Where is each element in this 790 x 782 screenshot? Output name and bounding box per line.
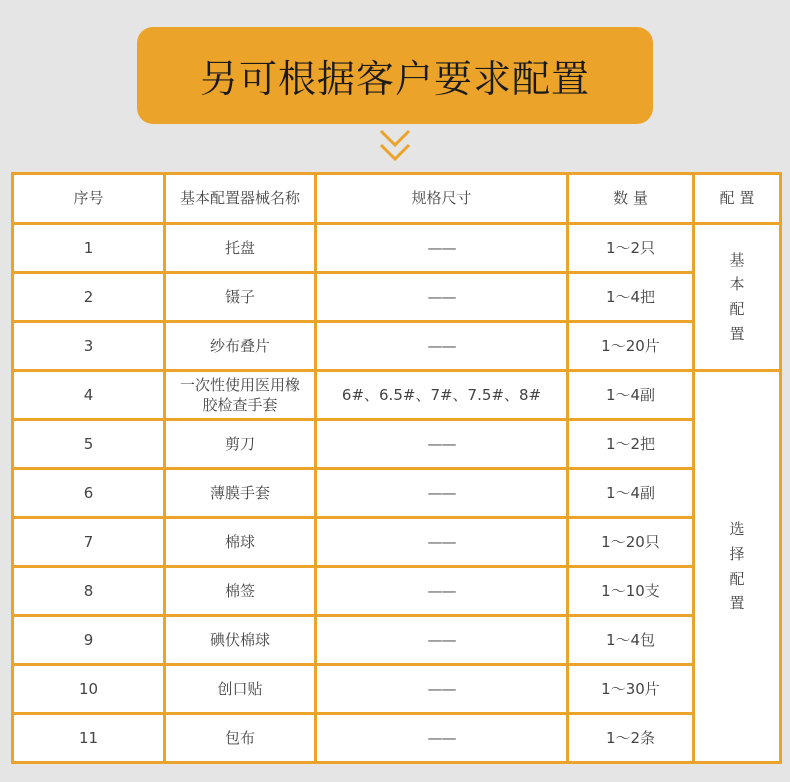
row-qty: 1～4副 [568,371,694,420]
table-row [13,714,781,763]
optional-config-char: 择 [729,544,745,563]
row-qty: 1～30片 [568,665,694,714]
row-qty: 1～2条 [568,714,694,763]
basic-config-cell [694,224,781,371]
row-no: 4 [13,371,165,420]
row-spec: —— [316,469,568,518]
table-row [13,469,781,518]
optional-config-cell [694,371,781,763]
row-spec: —— [316,273,568,322]
row-no: 8 [13,567,165,616]
row-no: 9 [13,616,165,665]
basic-config-char: 本 [729,275,745,294]
row-name: 镊子 [165,273,316,322]
row-no: 11 [13,714,165,763]
row-spec: —— [316,616,568,665]
table-row [13,665,781,714]
header-name: 基本配置器械名称 [165,174,316,224]
optional-config-char: 选 [729,520,745,538]
config-table-grid [11,172,782,764]
header-spec: 规格尺寸 [316,174,568,224]
basic-config-char: 置 [729,324,745,343]
row-no: 1 [13,224,165,273]
row-qty: 1～4副 [568,469,694,518]
row-spec: —— [316,224,568,273]
row-qty: 1～4把 [568,273,694,322]
banner-title: 另可根据客户要求配置 [199,57,590,101]
basic-config-char: 基 [729,250,745,269]
row-name: 创口贴 [165,665,316,714]
table-row [13,616,781,665]
row-no: 7 [13,518,165,567]
row-name: 棉签 [165,567,316,616]
row-name-line: 一次性使用医用橡 [179,375,300,394]
table-row [13,273,781,322]
row-spec: —— [316,322,568,371]
optional-config-char: 配 [729,569,745,588]
table-row [13,567,781,616]
table-row [13,518,781,567]
double-chevron-down-icon [379,128,411,164]
optional-config-char: 置 [729,594,745,613]
row-spec: —— [316,714,568,763]
row-name: 剪刀 [165,420,316,469]
table-row [13,371,781,420]
row-qty: 1～2只 [568,224,694,273]
row-name: 包布 [165,714,316,763]
title-banner [137,27,653,124]
header-config: 配 置 [694,174,781,224]
config-table [11,172,779,762]
header-no: 序号 [13,174,165,224]
row-qty: 1～20片 [568,322,694,371]
row-no: 6 [13,469,165,518]
row-qty: 1～20只 [568,518,694,567]
row-spec: —— [316,567,568,616]
row-name: 薄膜手套 [165,469,316,518]
row-qty: 1～4包 [568,616,694,665]
row-name: 托盘 [165,224,316,273]
row-spec: —— [316,420,568,469]
header-qty: 数 量 [568,174,694,224]
row-qty: 1～2把 [568,420,694,469]
row-name: 碘伏棉球 [165,616,316,665]
row-name: 棉球 [165,518,316,567]
row-spec: —— [316,665,568,714]
row-no: 3 [13,322,165,371]
row-qty: 1～10支 [568,567,694,616]
row-name [165,371,316,420]
row-name: 纱布叠片 [165,322,316,371]
table-header-row [13,174,781,224]
row-spec: 6#、6.5#、7#、7.5#、8# [316,371,568,420]
row-no: 5 [13,420,165,469]
table-row [13,420,781,469]
row-no: 10 [13,665,165,714]
basic-config-char: 配 [729,300,745,318]
row-name-line: 胶检查手套 [202,396,278,414]
row-spec: —— [316,518,568,567]
table-row [13,224,781,273]
row-no: 2 [13,273,165,322]
table-row [13,322,781,371]
